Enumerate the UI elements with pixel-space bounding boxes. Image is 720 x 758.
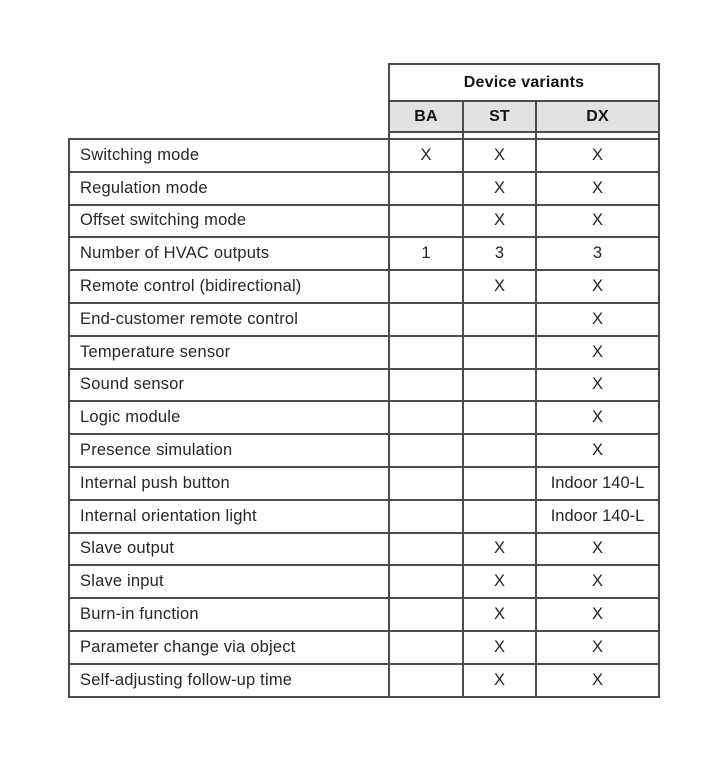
variant-columns-row [69,101,659,132]
table-row [69,598,659,631]
value-st: X [463,533,536,566]
header-blank-spacer [69,101,389,132]
value-st: X [463,205,536,238]
table-row [69,139,659,172]
table-row [69,172,659,205]
gap-cell [389,132,463,139]
gap-cell [463,132,536,139]
feature-label: Burn-in function [69,598,389,631]
table-title-row [69,64,659,101]
value-dx: 3 [536,237,659,270]
value-dx: X [536,369,659,402]
value-dx: X [536,336,659,369]
column-header-st: ST [463,101,536,132]
value-ba [389,631,463,664]
table-row [69,664,659,697]
value-st [463,500,536,533]
value-dx: X [536,270,659,303]
feature-label: Internal orientation light [69,500,389,533]
table-row [69,205,659,238]
feature-label: Sound sensor [69,369,389,402]
value-st: X [463,139,536,172]
value-ba [389,664,463,697]
table-row [69,500,659,533]
value-st [463,303,536,336]
value-dx: Indoor 140-L [536,467,659,500]
table-row [69,467,659,500]
value-dx: X [536,533,659,566]
value-ba [389,401,463,434]
feature-label: Number of HVAC outputs [69,237,389,270]
table-row [69,270,659,303]
value-dx: X [536,303,659,336]
value-ba [389,467,463,500]
value-st: X [463,598,536,631]
feature-label: Offset switching mode [69,205,389,238]
feature-label: End-customer remote control [69,303,389,336]
gap-blank-spacer [69,132,389,139]
table-row [69,336,659,369]
value-dx: X [536,631,659,664]
value-st: X [463,172,536,205]
value-dx: X [536,205,659,238]
header-blank-spacer [69,64,389,101]
value-dx: X [536,139,659,172]
value-st: X [463,631,536,664]
value-ba: X [389,139,463,172]
feature-label: Slave input [69,565,389,598]
value-ba [389,500,463,533]
value-ba [389,336,463,369]
feature-label: Slave output [69,533,389,566]
column-header-ba: BA [389,101,463,132]
feature-label: Presence simulation [69,434,389,467]
table-row [69,533,659,566]
value-dx: X [536,598,659,631]
feature-label: Switching mode [69,139,389,172]
feature-label: Logic module [69,401,389,434]
feature-label: Regulation mode [69,172,389,205]
header-body-gap-row [69,132,659,139]
value-dx: X [536,434,659,467]
value-dx: X [536,401,659,434]
value-st [463,467,536,500]
value-dx: X [536,172,659,205]
value-dx: X [536,565,659,598]
table-title: Device variants [389,64,659,101]
value-ba [389,598,463,631]
table-row [69,401,659,434]
table-row [69,237,659,270]
value-ba [389,270,463,303]
value-dx: Indoor 140-L [536,500,659,533]
gap-cell [536,132,659,139]
feature-label: Remote control (bidirectional) [69,270,389,303]
value-st: 3 [463,237,536,270]
column-header-dx: DX [536,101,659,132]
value-st: X [463,664,536,697]
value-st [463,401,536,434]
value-ba [389,205,463,238]
value-ba [389,533,463,566]
table-row [69,565,659,598]
value-st: X [463,565,536,598]
table-row [69,369,659,402]
value-ba [389,303,463,336]
table-header [69,64,659,139]
value-ba: 1 [389,237,463,270]
table-row [69,303,659,336]
value-ba [389,172,463,205]
value-st [463,369,536,402]
feature-label: Internal push button [69,467,389,500]
feature-label: Temperature sensor [69,336,389,369]
table-row [69,434,659,467]
device-variants-table [68,63,660,698]
feature-label: Parameter change via object [69,631,389,664]
value-st [463,336,536,369]
value-ba [389,565,463,598]
value-ba [389,434,463,467]
feature-label: Self-adjusting follow-up time [69,664,389,697]
table-body [69,139,659,697]
value-st [463,434,536,467]
value-dx: X [536,664,659,697]
value-st: X [463,270,536,303]
value-ba [389,369,463,402]
table-row [69,631,659,664]
